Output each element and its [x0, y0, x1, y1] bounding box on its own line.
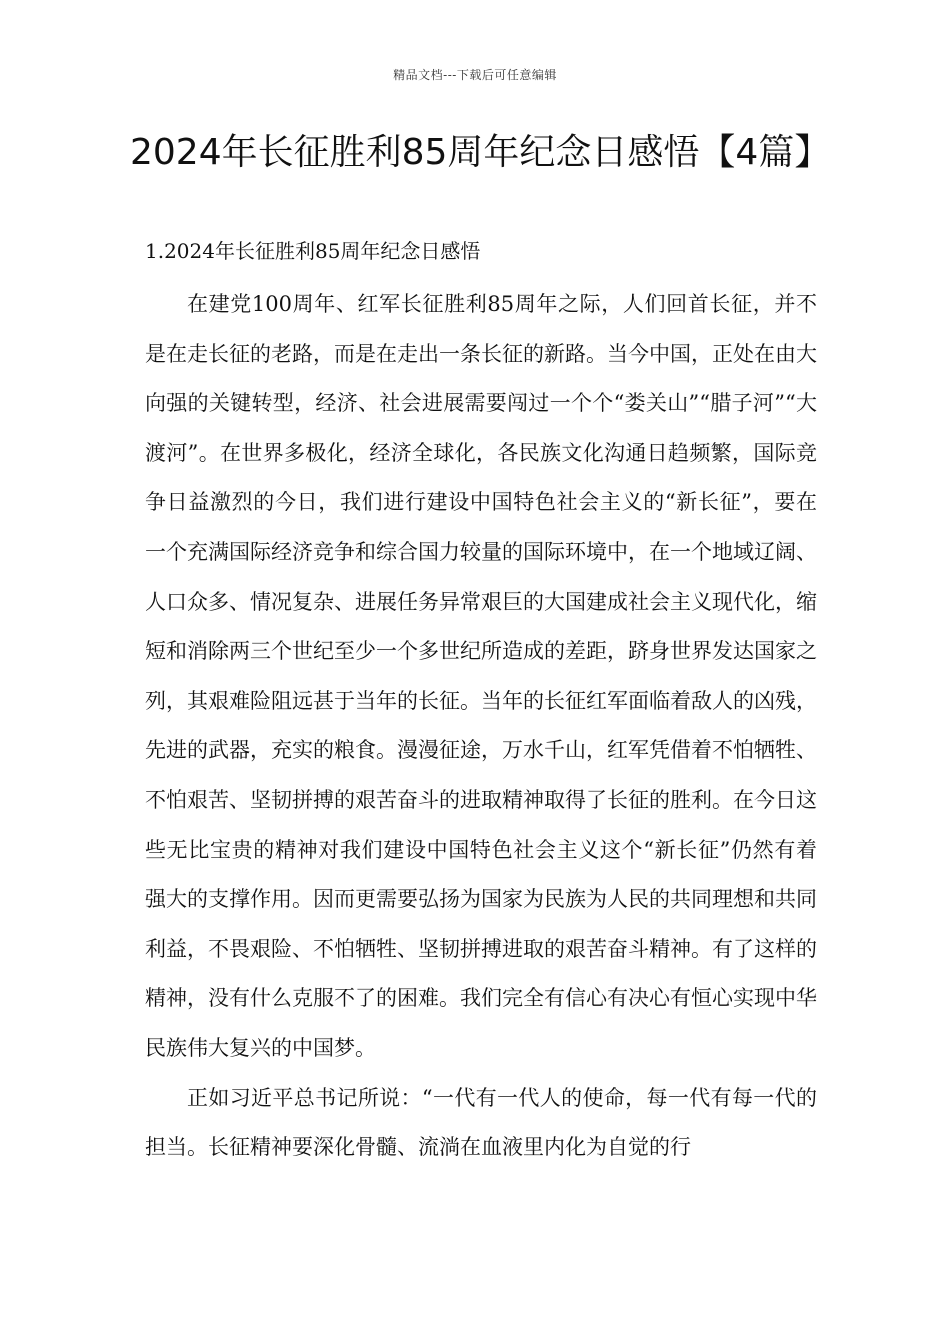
section-heading: 1.2024年长征胜利85周年纪念日感悟	[145, 239, 481, 263]
document-title: 2024年长征胜利85周年纪念日感悟【4篇】	[130, 132, 831, 173]
header-note: 精品文档---下载后可任意编辑	[393, 68, 557, 82]
body-paragraph-1: 在建党100周年、红军长征胜利85周年之际，人们回首长征，并不是在走长征的老路，而是在走出一条长征的新路。当今中国，正处在由大向强的关键转型，经济、社会进展需要闯过一个个“娄关山”“腊子河”“大渡河”。在世界多极化，经济全球化，各民族文化沟通日趋频繁，国际竞争日益激烈的今日，我们进行建设中国特色社会主义的“新长征”，要在一个充满国际经济竞争和综合国力较量的国际环境中，在一个地域辽阔、人口众多、情况复杂、进展任务异常艰巨的大国建成社会主义现代化，缩短和消除两三个世纪至少一个多世纪所造成的差距，跻身世界发达国家之列，其艰难险阻远甚于当年的长征。当年的长征红军面临着敌人的凶残，先进的武器，充实的粮食。漫漫征途，万水千山，红军凭借着不怕牺牲、不怕艰苦、坚韧拼搏的艰苦奋斗的进取精神取得了长征的胜利。在今日这些无比宝贵的精神对我们建设中国特色社会主义这个“新长征”仍然有着强大的支撑作用。因而更需要弘扬为国家为民族为人民的共同理想和共同利益，不畏艰险、不怕牺牲、坚韧拼搏进取的艰苦奋斗精神。有了这样的精神，没有什么克服不了的困难。我们完全有信心有决心有恒心实现中华民族伟大复兴的中国梦。	[145, 292, 817, 1060]
body-paragraph-2: 正如习近平总书记所说：“一代有一代人的使命，每一代有每一代的担当。长征精神要深化骨髓、流淌在血液里内化为自觉的行	[145, 1085, 817, 1160]
document-body	[145, 280, 817, 1173]
